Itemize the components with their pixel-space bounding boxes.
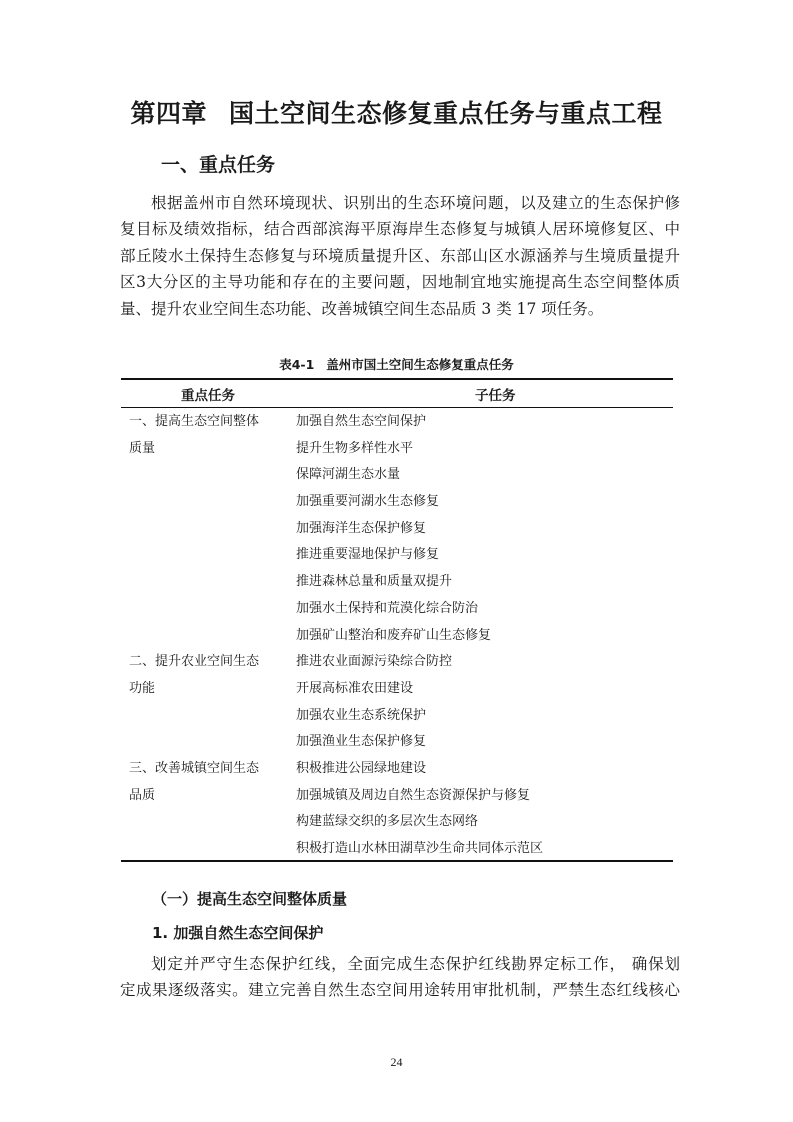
chapter-title-text: 国土空间生态修复重点任务与重点工程 bbox=[229, 99, 663, 128]
paragraph-line: 定成果逐级落实。建立完善自然生态空间用途转用审批机制，严禁生态红线核心 bbox=[120, 981, 680, 1000]
paragraph-line: 区3大分区的主导功能和存在的主要问题，因地制宜地实施提高生态空间整体质 bbox=[120, 273, 680, 292]
column-header-main-task: 重点任务 bbox=[181, 388, 235, 404]
subtask-item: 加强渔业生态保护修复 bbox=[296, 734, 427, 750]
section-heading: 一、重点任务 bbox=[161, 154, 276, 176]
subtask-item: 加强海洋生态保护修复 bbox=[296, 520, 427, 536]
chapter-title bbox=[0, 94, 793, 130]
subtask-item: 加强农业生态系统保护 bbox=[296, 707, 427, 723]
subtask-item: 推进重要湿地保护与修复 bbox=[296, 547, 440, 563]
column-header-subtask: 子任务 bbox=[475, 388, 516, 404]
chapter-number: 第四章 bbox=[130, 99, 207, 128]
paragraph-line: 根据盖州市自然环境现状、识别出的生态环境问题，以及建立的生态保护修 bbox=[151, 194, 680, 212]
main-task bbox=[129, 756, 289, 809]
subtask-item: 开展高标准农田建设 bbox=[296, 680, 414, 696]
subtask-item: 积极推进公园绿地建设 bbox=[296, 760, 427, 776]
table-caption bbox=[0, 355, 793, 373]
paragraph-line: 量、提升农业空间生态功能、改善城镇空间生态品质 3 类 17 项任务。 bbox=[120, 299, 604, 318]
table-header-rule bbox=[121, 407, 673, 408]
table-caption-title: 盖州市国土空间生态修复重点任务 bbox=[326, 357, 514, 372]
table-bottom-rule bbox=[121, 860, 673, 862]
main-task-line: 一、提高生态空间整体 bbox=[129, 414, 260, 429]
subtask-item: 构建蓝绿交织的多层次生态网络 bbox=[296, 814, 479, 830]
main-task-line: 品质 bbox=[129, 787, 156, 803]
subtask-item: 加强城镇及周边自然生态资源保护与修复 bbox=[296, 787, 531, 803]
subtask-item: 保障河湖生态水量 bbox=[296, 467, 401, 483]
item-heading: 1. 加强自然生态空间保护 bbox=[152, 924, 324, 942]
subtask-item: 加强矿山整治和废弃矿山生态修复 bbox=[296, 627, 492, 643]
main-task-line: 二、提升农业空间生态 bbox=[129, 654, 260, 670]
main-task bbox=[129, 649, 289, 702]
subtask-item: 推进森林总量和质量双提升 bbox=[296, 574, 453, 590]
main-task-line: 质量 bbox=[129, 440, 156, 456]
main-task-line: 三、改善城镇空间生态 bbox=[129, 760, 260, 776]
table-top-rule bbox=[121, 378, 673, 380]
page-number: 24 bbox=[390, 1055, 403, 1069]
intro-paragraph bbox=[120, 190, 680, 322]
task-group bbox=[121, 409, 673, 649]
task-group bbox=[121, 756, 673, 863]
main-task bbox=[129, 409, 289, 462]
paragraph-line: 复目标及绩效指标，结合西部滨海平原海岸生态修复与城镇人居环境修复区、中 bbox=[120, 220, 680, 239]
subtask-item: 加强重要河湖水生态修复 bbox=[296, 494, 440, 510]
task-group bbox=[121, 649, 673, 756]
subtask-item: 积极打造山水林田湖草沙生命共同体示范区 bbox=[296, 841, 544, 856]
paragraph-line: 部丘陵水土保持生态修复与环境质量提升区、东部山区水源涵养与生境质量提升 bbox=[120, 246, 680, 265]
main-task-line: 功能 bbox=[129, 680, 156, 696]
subtask-item: 加强水土保持和荒漠化综合防治 bbox=[296, 600, 479, 616]
task-table-body bbox=[121, 409, 673, 863]
subtask-item: 推进农业面源污染综合防控 bbox=[296, 654, 453, 670]
body-paragraph bbox=[120, 951, 680, 1004]
subtask-item: 提升生物多样性水平 bbox=[296, 440, 414, 456]
subtask-item: 加强自然生态空间保护 bbox=[296, 414, 427, 429]
paragraph-line: 划定并严守生态保护红线，全面完成生态保护红线勘界定标工作， 确保划 bbox=[151, 955, 680, 973]
subsection-heading: （一）提高生态空间整体质量 bbox=[152, 890, 348, 908]
table-caption-number: 表4-1 bbox=[279, 357, 315, 372]
